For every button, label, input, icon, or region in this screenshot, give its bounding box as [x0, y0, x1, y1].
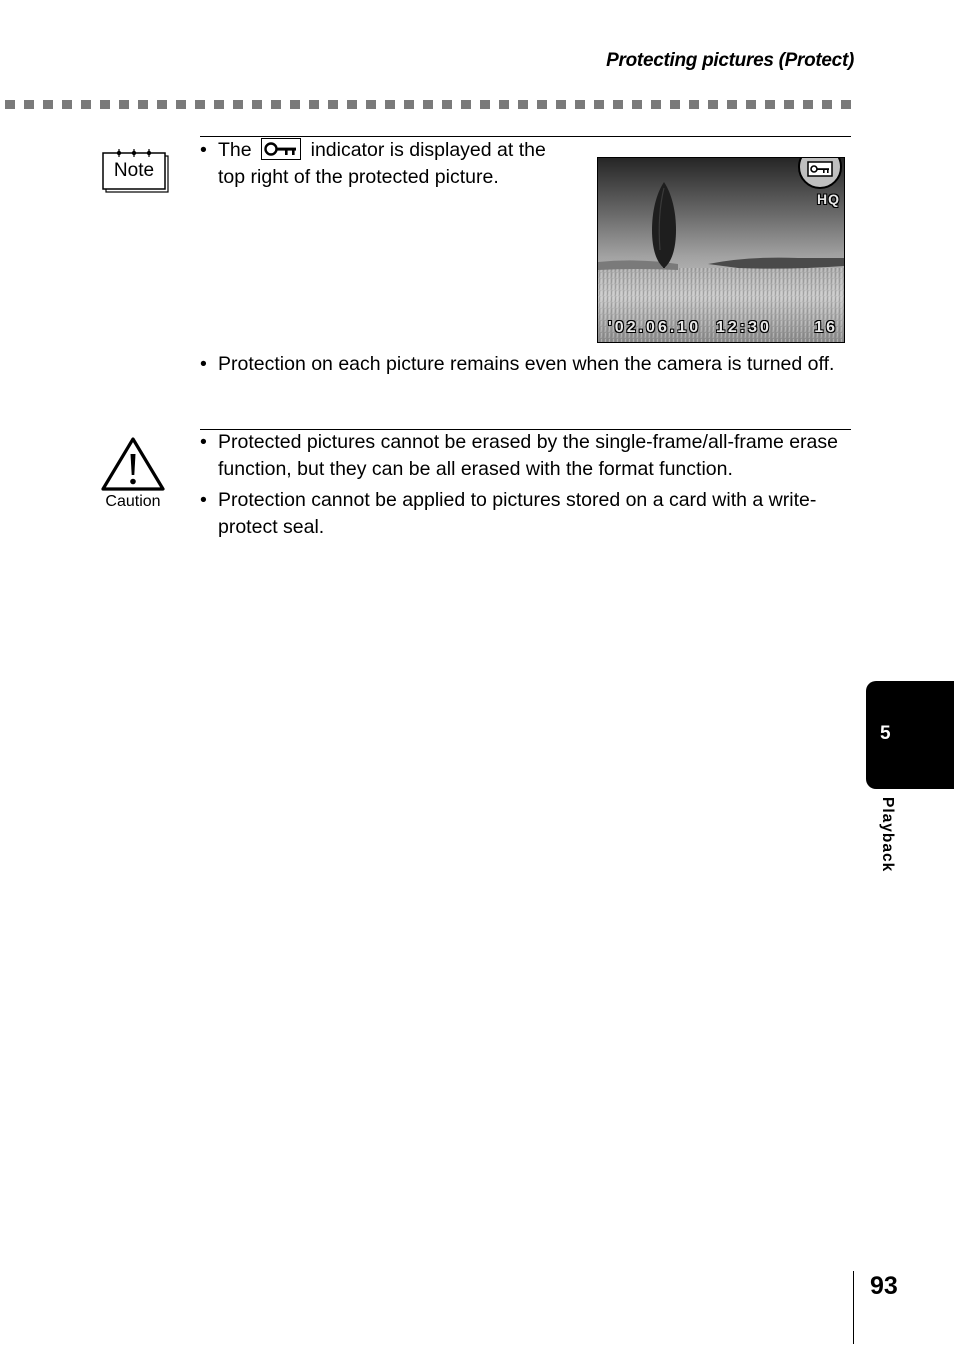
chapter-tab [866, 681, 954, 789]
note-bullet-text-line2: top right of the protected picture. [218, 166, 499, 188]
note-bullet-1 [200, 137, 580, 191]
page-number-rule [853, 1271, 854, 1344]
note-bullet-2-text: • Protection on each picture remains even when the camera is turned off. [200, 351, 851, 378]
chapter-label: Playback [879, 797, 896, 873]
page-header-title: Protecting pictures (Protect) [606, 50, 854, 71]
note-bullet-text-after: indicator is displayed at the [310, 139, 546, 161]
protect-key-icon [807, 161, 833, 179]
note-bullet-text-before: The [218, 139, 252, 161]
note-bullet-2 [200, 351, 851, 378]
note-icon-label: Note [113, 160, 155, 181]
caution-label: Caution [105, 493, 161, 510]
page-number: 93 [870, 1272, 898, 1300]
note-icon [102, 148, 170, 194]
photo-date: '02.06.10 [608, 319, 702, 336]
photo-time: 12:30 [715, 319, 772, 336]
image-quality-label: HQ [817, 191, 840, 207]
caution-bullet-2: • Protection cannot be applied to pictures stored on a card with a write-protect seal. [200, 487, 860, 541]
caution-bullets [200, 429, 860, 541]
photo-datetime [608, 319, 772, 337]
protected-picture-preview [597, 157, 845, 343]
caution-bullet-1: • Protected pictures cannot be erased by the single-frame/all-frame erase function, but they can be all erased with the format function. [200, 429, 860, 483]
chapter-number: 5 [880, 723, 891, 744]
frame-number: 16 [814, 319, 838, 336]
caution-icon [100, 436, 166, 516]
protect-key-icon [261, 138, 301, 160]
dashed-divider [5, 100, 859, 109]
